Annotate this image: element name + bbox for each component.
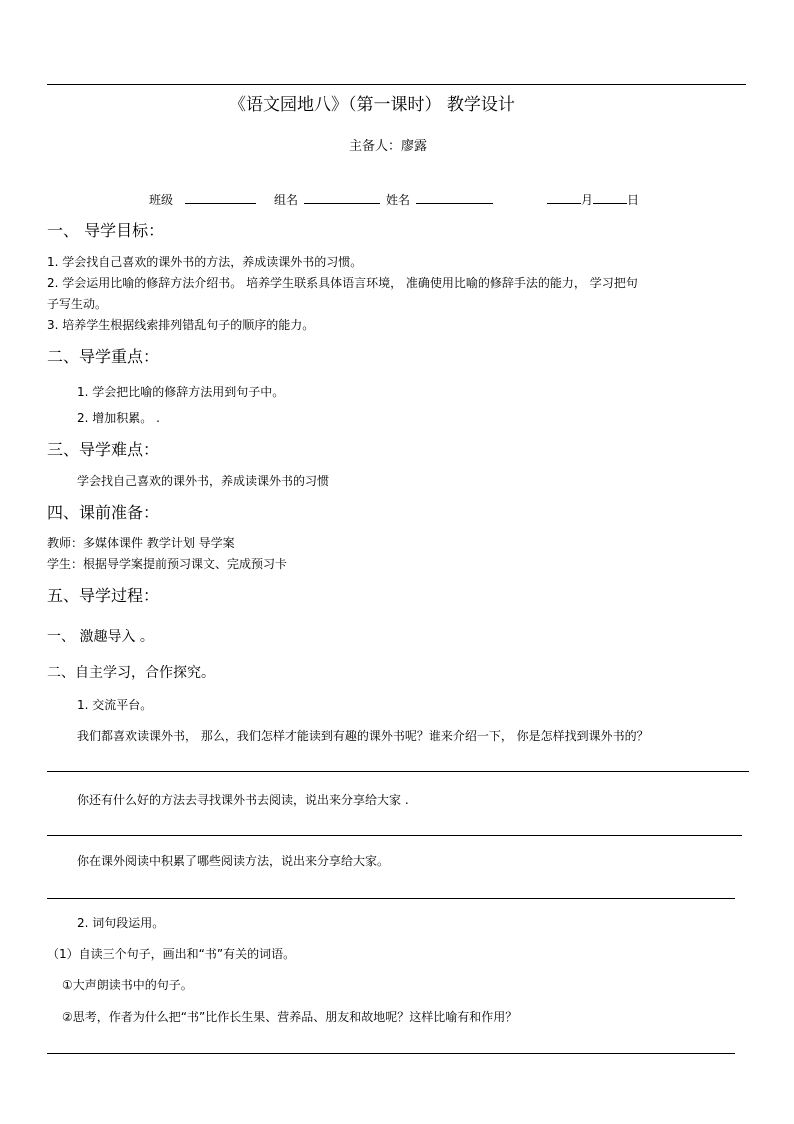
- step1-heading: 一、 激趣导入 。: [47, 629, 154, 645]
- question-3: 你在课外阅读中积累了哪些阅读方法，说出来分享给大家。: [77, 854, 390, 868]
- class-field[interactable]: [185, 191, 256, 204]
- s1-item-1: 1. 学会找自己喜欢的课外书的方法，养成读课外书的习惯。: [47, 255, 363, 269]
- sub2-label: 2. 词句段运用。: [77, 916, 165, 930]
- s1-item-2-cont: 子写生动。: [47, 297, 108, 311]
- s1-item-3: 3. 培养学生根据线索排列错乱句子的顺序的能力。: [47, 318, 315, 332]
- answer-line-4[interactable]: [47, 1053, 735, 1054]
- section2-heading: 二、导学重点：: [47, 347, 160, 366]
- answer-line-3[interactable]: [47, 898, 735, 899]
- s2-item-2: 2. 增加积累。 .: [77, 411, 160, 425]
- info-line: [149, 191, 256, 208]
- day-field[interactable]: [593, 191, 627, 204]
- top-rule: [47, 84, 746, 85]
- group-field[interactable]: [304, 191, 380, 204]
- s3-text: 学会找自己喜欢的课外书，养成读课外书的习惯: [77, 474, 330, 488]
- answer-line-2[interactable]: [47, 835, 742, 836]
- day-label: 日: [627, 193, 640, 207]
- question-1: 我们都喜欢读课外书， 那么，我们怎样才能读到有趣的课外书呢？谁来介绍一下， 你是怎样找到课外书的？: [77, 729, 649, 743]
- section4-heading: 四、课前准备：: [47, 503, 160, 522]
- name-field[interactable]: [416, 191, 493, 204]
- answer-line-1[interactable]: [47, 771, 749, 772]
- s4-student: 学生：根据导学案提前预习课文、完成预习卡: [47, 557, 288, 571]
- class-label: 班级: [149, 193, 174, 207]
- s4-teacher: 教师：多媒体课件 教学计划 导学案: [47, 536, 235, 550]
- question-2: 你还有什么好的方法去寻找课外书去阅读，说出来分享给大家 .: [77, 793, 409, 807]
- name-label: 姓名: [386, 193, 411, 207]
- step2-heading: 二、自主学习，合作探究。: [47, 665, 215, 681]
- s1-item-2: 2. 学会运用比喻的修辞方法介绍书。 培养学生联系具体语言环境， 准确使用比喻的修辞手法的能力， 学习把句: [47, 276, 638, 290]
- author-line: 主备人：廖露: [349, 139, 428, 154]
- name-line: [386, 191, 493, 208]
- month-label: 月: [581, 193, 594, 207]
- section3-heading: 三、导学难点：: [47, 440, 160, 459]
- task-2: ②思考，作者为什么把“书”比作长生果、营养品、朋友和故地呢？这样比喻有和作用？: [62, 1010, 518, 1024]
- date-line: [547, 191, 639, 208]
- sub1-label: 1. 交流平台。: [77, 698, 153, 712]
- group-line: [274, 191, 380, 208]
- document-title: 《语文园地八》（第一课时） 教学设计: [229, 95, 515, 115]
- month-field[interactable]: [547, 191, 581, 204]
- group-label: 组名: [274, 193, 299, 207]
- task-1: ①大声朗读书中的句子。: [62, 978, 193, 992]
- s2-item-1: 1. 学会把比喻的修辞方法用到句子中。: [77, 385, 285, 399]
- part1-label: （1）自读三个句子，画出和“书”有关的词语。: [47, 947, 296, 961]
- section1-heading: 一、 导学目标：: [47, 221, 165, 240]
- section5-heading: 五、导学过程：: [47, 586, 160, 605]
